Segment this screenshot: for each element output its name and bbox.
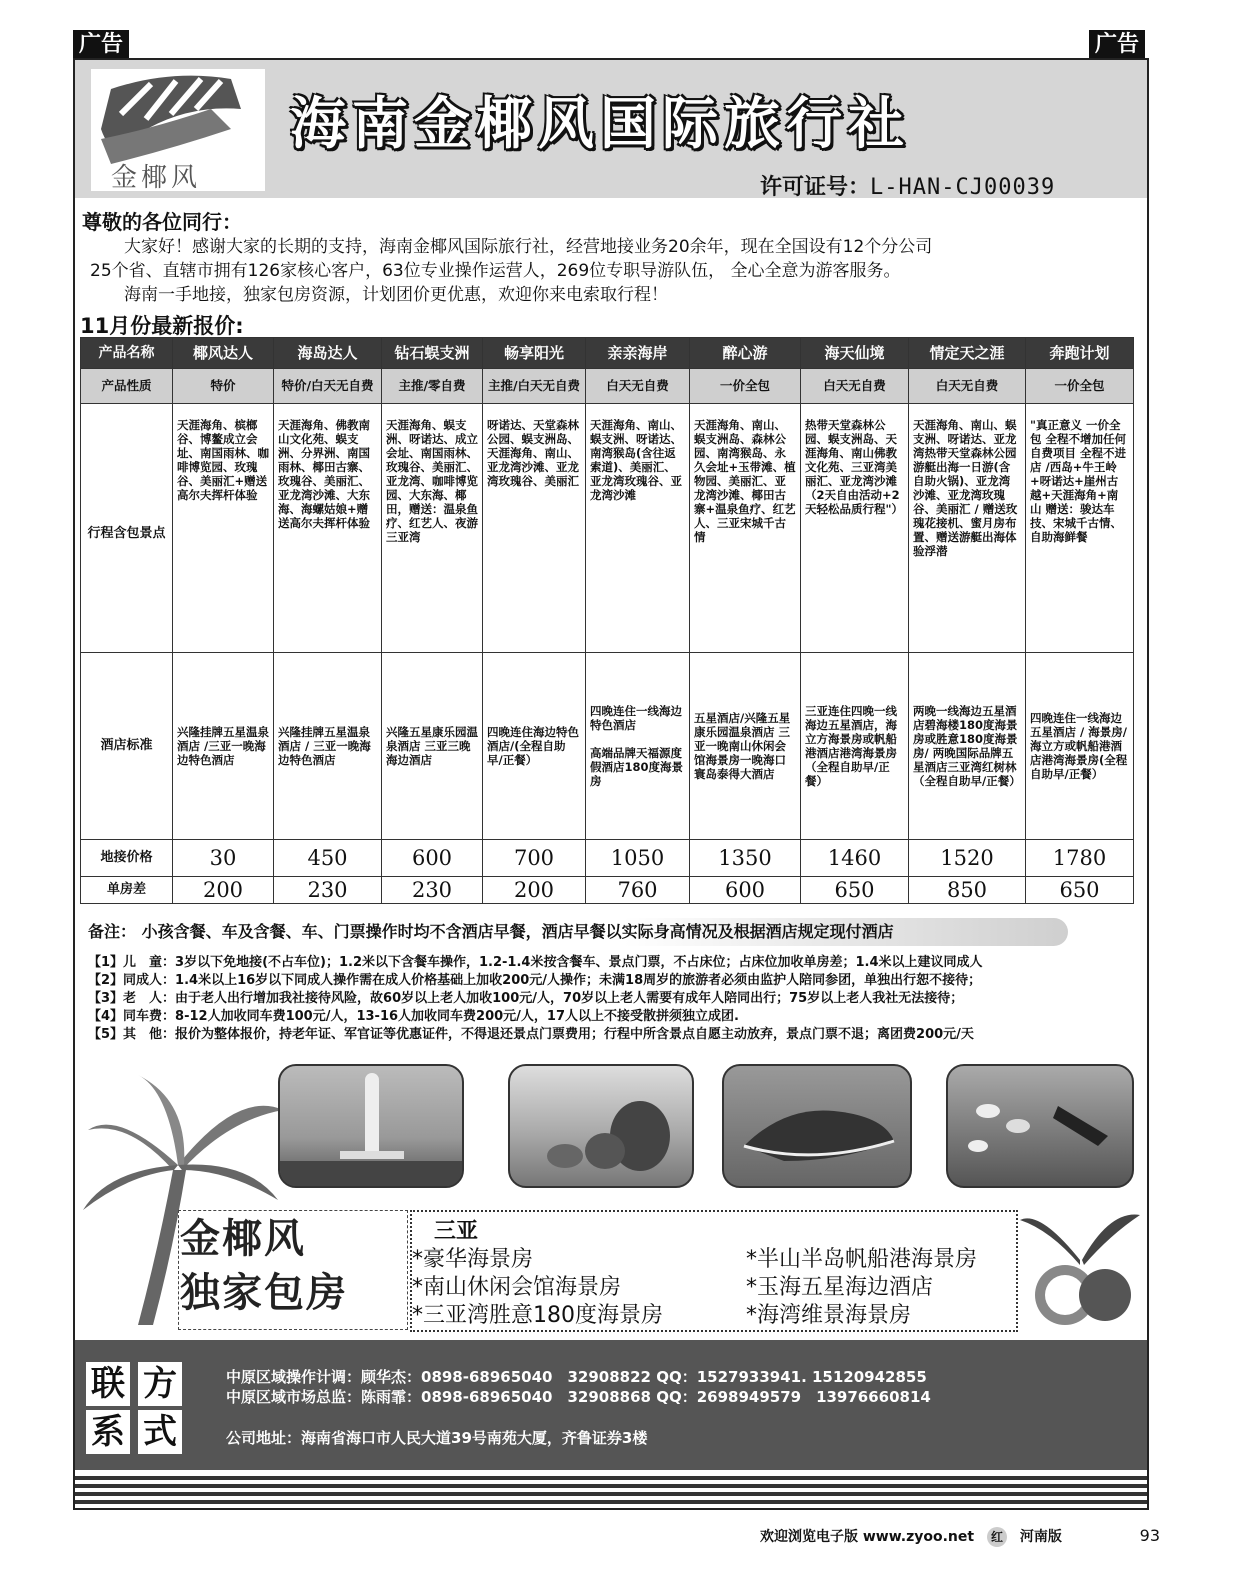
greeting-title: 尊敬的各位同行： bbox=[82, 210, 242, 234]
cell-single: 760 bbox=[586, 877, 690, 904]
exclusive-line-2: 独家包房 bbox=[180, 1270, 348, 1316]
cell-nature: 特价 bbox=[173, 369, 274, 404]
price-table bbox=[80, 337, 1134, 904]
note-item: 【2】同成人：1.4米以上16岁以下同成人操作需在成人价格基础上加收200元/人操作；未满18周岁的旅游者必须由监护人陪同参团，单独出行恕不接待； bbox=[88, 973, 982, 988]
quote-title: 11月份最新报价: bbox=[80, 314, 244, 338]
license-label: 许可证号： bbox=[760, 175, 871, 200]
table-row-nature bbox=[81, 369, 1134, 404]
exclusive-line-1: 金椰风 bbox=[180, 1216, 306, 1262]
cell-spots: 天涯海角、南山、蜈支洲、呀诺达、亚龙湾热带天堂森林公园 游艇出海一日游(含自助火锅)、亚龙湾沙滩、亚龙湾玫瑰谷、美丽汇 / 赠送玫瑰花接机、蜜月房布置、赠送游艇出海体验浮潜 bbox=[909, 404, 1026, 653]
cell-hotel: 两晚一线海边五星酒店碧海楼180度海景房或胜意180度海景房/ 两晚国际品牌五星酒店三亚湾红树林（全程自助早/正餐） bbox=[909, 653, 1026, 840]
remark: 备注： 小孩含餐、车及含餐、车、门票操作时均不含酒店早餐，酒店早餐以实际身高情况及根据酒店规定现付酒店 bbox=[80, 918, 1068, 946]
cell-price: 1780 bbox=[1026, 840, 1134, 877]
cell-price: 700 bbox=[483, 840, 586, 877]
cell-price: 450 bbox=[274, 840, 382, 877]
cell-nature: 一价全包 bbox=[690, 369, 801, 404]
cell-name: 情定天之涯 bbox=[909, 338, 1026, 369]
row-label-price: 地接价格 bbox=[81, 840, 173, 877]
intro-line-1: 大家好！感谢大家的长期的支持，海南金椰风国际旅行社，经营地接业务20余年，现在全国设有12个分公司 bbox=[124, 237, 933, 257]
cell-nature: 白天无自费 bbox=[801, 369, 909, 404]
cell-name: 海岛达人 bbox=[274, 338, 382, 369]
cell-nature: 特价/白天无自费 bbox=[274, 369, 382, 404]
cell-single: 650 bbox=[801, 877, 909, 904]
table-row-spots bbox=[81, 404, 1134, 653]
contact-char: 式 bbox=[138, 1410, 182, 1454]
cell-price: 30 bbox=[173, 840, 274, 877]
row-label-name: 产品名称 bbox=[81, 338, 173, 369]
cell-hotel: 三亚连住四晚一线海边五星酒店，海立方海景房或帆船港酒店港湾海景房 （全程自助早/正餐） bbox=[801, 653, 909, 840]
cell-spots: 天涯海角、佛教南山文化苑、蜈支洲、分界洲、南国雨林、椰田古寨、玫瑰谷、美丽汇、亚龙湾沙滩、大东海、海螺姑娘+赠送高尔夫挥杆体验 bbox=[274, 404, 382, 653]
edition-badge-icon: 红 bbox=[987, 1527, 1007, 1547]
cell-price: 1350 bbox=[690, 840, 801, 877]
footer-text: 欢迎浏览电子版 www.zyoo.net bbox=[760, 1529, 975, 1545]
cell-single: 200 bbox=[173, 877, 274, 904]
row-label-nature: 产品性质 bbox=[81, 369, 173, 404]
cell-nature: 主推/零自费 bbox=[382, 369, 483, 404]
cell-single: 230 bbox=[274, 877, 382, 904]
cell-price: 1050 bbox=[586, 840, 690, 877]
cell-name: 椰风达人 bbox=[173, 338, 274, 369]
cell-spots: 天涯海角、槟榔谷、博鳌成立会址、南国雨林、咖啡博览园、玫瑰谷、美丽汇+赠送高尔夫挥杆体验 bbox=[173, 404, 274, 653]
cell-hotel: 四晚连住一线海边五星酒店 / 海景房/海立方或帆船港酒店港湾海景房(全程自助早/正餐） bbox=[1026, 653, 1134, 840]
cell-price: 600 bbox=[382, 840, 483, 877]
room-item: *三亚湾胜意180度海景房 bbox=[412, 1303, 663, 1328]
cell-spots: 热带天堂森林公园、蜈支洲岛、天涯海角、南山佛教文化苑、三亚湾美丽汇、亚龙湾沙滩 （2天自由活动+2天轻松品质行程"） bbox=[801, 404, 909, 653]
cell-hotel: 四晚连住海边特色酒店/(全程自助早/正餐） bbox=[483, 653, 586, 840]
company-title: 海南金椰风国际旅行社 bbox=[290, 92, 910, 157]
cell-nature: 一价全包 bbox=[1026, 369, 1134, 404]
company-logo bbox=[91, 69, 265, 191]
cell-hotel: 兴隆五星康乐园温泉酒店 三亚三晚海边酒店 bbox=[382, 653, 483, 840]
photo-island-aerial bbox=[722, 1064, 912, 1188]
table-row-name bbox=[81, 338, 1134, 369]
cell-spots: 天涯海角、南山、蜈支洲岛、森林公园、南湾猴岛、永久会址+玉带滩、植物园、美丽汇、亚龙湾沙滩、椰田古寨+温泉鱼疗、红艺人、三亚宋城千古情 bbox=[690, 404, 801, 653]
decorative-stripes bbox=[75, 1472, 1147, 1508]
cell-price: 1460 bbox=[801, 840, 909, 877]
contact-line-1: 中原区域操作计调：顾华杰：0898-68965040 32908822 QQ：1527933941. 15120942855 bbox=[226, 1368, 927, 1386]
contact-char: 方 bbox=[138, 1362, 182, 1406]
contact-line-2: 中原区域市场总监：陈雨霏：0898-68965040 32908868 QQ：2698949579 13976660814 bbox=[226, 1388, 931, 1406]
room-item: *海湾维景海景房 bbox=[746, 1303, 912, 1328]
intro-line-2: 25个省、直辖市拥有126家核心客户，63位专业操作运营人，269位专职导游队伍， 全心全意为游客服务。 bbox=[90, 261, 901, 281]
room-item: *南山休闲会馆海景房 bbox=[412, 1275, 622, 1300]
note-item: 【3】老 人：由于老人出行增加我社接待风险，故60岁以上老人加收100元/人，70岁以上老人需要有成年人陪同出行；75岁以上老人我社无法接待； bbox=[88, 991, 964, 1006]
company-address: 公司地址：海南省海口市人民大道39号南苑大厦，齐鲁证券3楼 bbox=[226, 1429, 648, 1447]
cell-name: 畅享阳光 bbox=[483, 338, 586, 369]
cell-price: 1520 bbox=[909, 840, 1026, 877]
cell-hotel: 兴隆挂牌五星温泉酒店 / 三亚一晚海边特色酒店 bbox=[274, 653, 382, 840]
photo-sea-rocks bbox=[508, 1064, 694, 1188]
row-label-hotel: 酒店标准 bbox=[81, 653, 173, 840]
page-number: 93 bbox=[1139, 1526, 1160, 1545]
note-item: 【1】儿 童：3岁以下免地接(不占车位)；1.2米以下含餐车操作，1.2-1.4米按含餐车、景点门票，不占床位；占床位加收单房差；1.4米以上建议同成人 bbox=[88, 955, 983, 970]
footer bbox=[760, 1526, 1160, 1547]
cell-single: 200 bbox=[483, 877, 586, 904]
cell-name: 海天仙境 bbox=[801, 338, 909, 369]
notes-list bbox=[88, 954, 1136, 1044]
rooms-box bbox=[410, 1210, 1018, 1332]
contact-char: 系 bbox=[86, 1410, 130, 1454]
intro-line-3: 海南一手地接，独家包房资源，计划团价更优惠，欢迎你来电索取行程！ bbox=[124, 285, 668, 305]
cell-spots: 呀诺达、天堂森林公园、蜈支洲岛、天涯海角、南山、亚龙湾沙滩、亚龙湾玫瑰谷、美丽汇 bbox=[483, 404, 586, 653]
note-item: 【5】其 他：报价为整体报价，持老年证、军官证等优惠证件，不得退还景点门票费用；行程中所含景点自愿主动放弃，景点门票不退；离团费200元/天 bbox=[88, 1027, 974, 1042]
cell-hotel: 五星酒店/兴隆五星康乐园温泉酒店 三亚一晚南山休闲会馆海景房一晚海口寰岛泰得大酒店 bbox=[690, 653, 801, 840]
cell-spots: "真正意义 一价全包 全程不增加任何自费项目 全程不进店 /西岛+牛王岭+呀诺达+崖州古越+天涯海角+南山 赠送：骏达车技、宋城千古情、自助海鲜餐 bbox=[1026, 404, 1134, 653]
photo-guanyin-statue bbox=[278, 1064, 464, 1188]
table-row-single bbox=[81, 877, 1134, 904]
cell-single: 850 bbox=[909, 877, 1026, 904]
row-label-single: 单房差 bbox=[81, 877, 173, 904]
room-item: *半山半岛帆船港海景房 bbox=[746, 1247, 978, 1272]
contact-char: 联 bbox=[86, 1362, 130, 1406]
room-item: *豪华海景房 bbox=[412, 1247, 534, 1272]
cell-single: 600 bbox=[690, 877, 801, 904]
cell-name: 钻石蜈支洲 bbox=[382, 338, 483, 369]
license bbox=[760, 170, 1140, 201]
exclusive-ad-text bbox=[180, 1212, 348, 1320]
photo-diving-fish bbox=[946, 1064, 1134, 1188]
logo-text: 金椰风 bbox=[111, 163, 202, 193]
cell-hotel: 兴隆挂牌五星温泉酒店 /三亚一晚海边特色酒店 bbox=[173, 653, 274, 840]
edition-label: 河南版 bbox=[1019, 1529, 1062, 1545]
ad-tag-right: 广告 bbox=[1089, 30, 1145, 60]
coconut-icon bbox=[1020, 1210, 1140, 1330]
cell-nature: 白天无自费 bbox=[586, 369, 690, 404]
table-row-price bbox=[81, 840, 1134, 877]
cell-spots: 天涯海角、南山、蜈支洲、呀诺达、南湾猴岛(含往返索道)、美丽汇、亚龙湾玫瑰谷、亚龙湾沙滩 bbox=[586, 404, 690, 653]
cell-hotel: 四晚连住一线海边特色酒店 高端品牌天福源度假酒店180度海景房 bbox=[586, 653, 690, 840]
row-label-spots: 行程含包景点 bbox=[81, 404, 173, 653]
room-item: *玉海五星海边酒店 bbox=[746, 1275, 934, 1300]
ad-tag-left: 广告 bbox=[73, 30, 129, 60]
rooms-city: 三亚 bbox=[434, 1219, 479, 1244]
cell-spots: 天涯海角、蜈支洲、呀诺达、成立会址、南国雨林、玫瑰谷、美丽汇、亚龙湾、咖啡博览园、大东海、椰田，赠送：温泉鱼疗、红艺人、夜游三亚湾 bbox=[382, 404, 483, 653]
cell-single: 650 bbox=[1026, 877, 1134, 904]
cell-nature: 白天无自费 bbox=[909, 369, 1026, 404]
license-number: L-HAN-CJ00039 bbox=[870, 175, 1056, 200]
cell-name: 奔跑计划 bbox=[1026, 338, 1134, 369]
cell-name: 醉心游 bbox=[690, 338, 801, 369]
table-row-hotel bbox=[81, 653, 1134, 840]
cell-single: 230 bbox=[382, 877, 483, 904]
cell-name: 亲亲海岸 bbox=[586, 338, 690, 369]
cell-nature: 主推/白天无自费 bbox=[483, 369, 586, 404]
note-item: 【4】同车费：8-12人加收同车费100元/人，13-16人加收同车费200元/人，17人以上不接受散拼须独立成团. bbox=[88, 1009, 739, 1024]
